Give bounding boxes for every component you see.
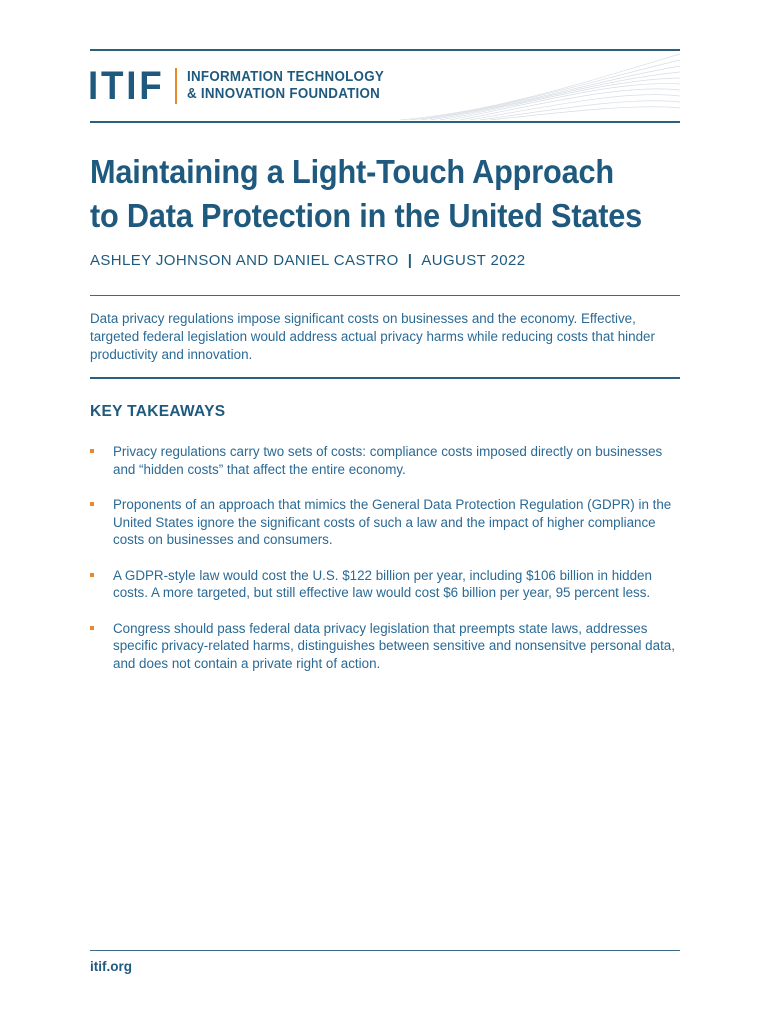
header-bottom-rule: [90, 121, 680, 123]
report-title: [90, 150, 648, 238]
byline-authors: ASHLEY JOHNSON AND DANIEL CASTRO: [90, 252, 399, 269]
logo-org-name-line1: INFORMATION TECHNOLOGY: [187, 69, 385, 85]
byline-separator: |: [407, 252, 413, 269]
abstract-top-rule: [90, 295, 680, 296]
orange-square-bullet-icon: [90, 573, 94, 577]
logo-mark: ITIF: [88, 64, 165, 108]
key-takeaways-list: [90, 443, 680, 690]
takeaway-text: Proponents of an approach that mimics the General Data Protection Regulation (GDPR) in the United States ignore the significant costs of such a law and the impact of higher compliance costs on businesses and consumers.: [113, 497, 672, 547]
byline-date: AUGUST 2022: [421, 252, 526, 269]
takeaway-text: A GDPR-style law would cost the U.S. $122 billion per year, including $106 billion in hidden costs. A more targeted, but still effective law would cost $6 billion per year, 95 percent less.: [113, 567, 652, 600]
orange-square-bullet-icon: [90, 449, 94, 453]
logo-org-name-line2: & INNOVATION FOUNDATION: [187, 86, 381, 102]
header-top-rule: [90, 49, 680, 51]
key-takeaways-heading: KEY TAKEAWAYS: [90, 403, 226, 420]
takeaway-item: [90, 443, 680, 478]
itif-logo[interactable]: [88, 64, 401, 108]
takeaway-text: Privacy regulations carry two sets of costs: compliance costs imposed directly on businesses and “hidden costs” that affect the entire economy.: [113, 444, 663, 477]
footer-site-link[interactable]: itif.org: [90, 959, 132, 974]
report-title-line1: Maintaining a Light-Touch Approach: [90, 153, 614, 190]
takeaway-item: [90, 620, 680, 673]
report-title-line2: to Data Protection in the United States: [90, 197, 643, 234]
header-decorative-curves: [400, 52, 680, 120]
abstract-text: Data privacy regulations impose significant costs on businesses and the economy. Effective, targeted federal legislation would address actual privacy harms while reducing costs that hinder productivity and innovation.: [90, 311, 655, 362]
takeaway-item: [90, 567, 680, 602]
byline: [90, 252, 526, 269]
orange-square-bullet-icon: [90, 502, 94, 506]
footer-rule: [90, 950, 680, 951]
takeaway-text: Congress should pass federal data privacy legislation that preempts state laws, addresses specific privacy-related harms, distinguishes between sensitive and nonsensitve personal data, and does not contain a private right of action.: [113, 620, 675, 671]
takeaway-item: [90, 496, 680, 549]
abstract-bottom-rule: [90, 377, 680, 379]
logo-divider: [175, 68, 177, 104]
logo-org-name: [187, 69, 384, 103]
orange-square-bullet-icon: [90, 626, 94, 630]
